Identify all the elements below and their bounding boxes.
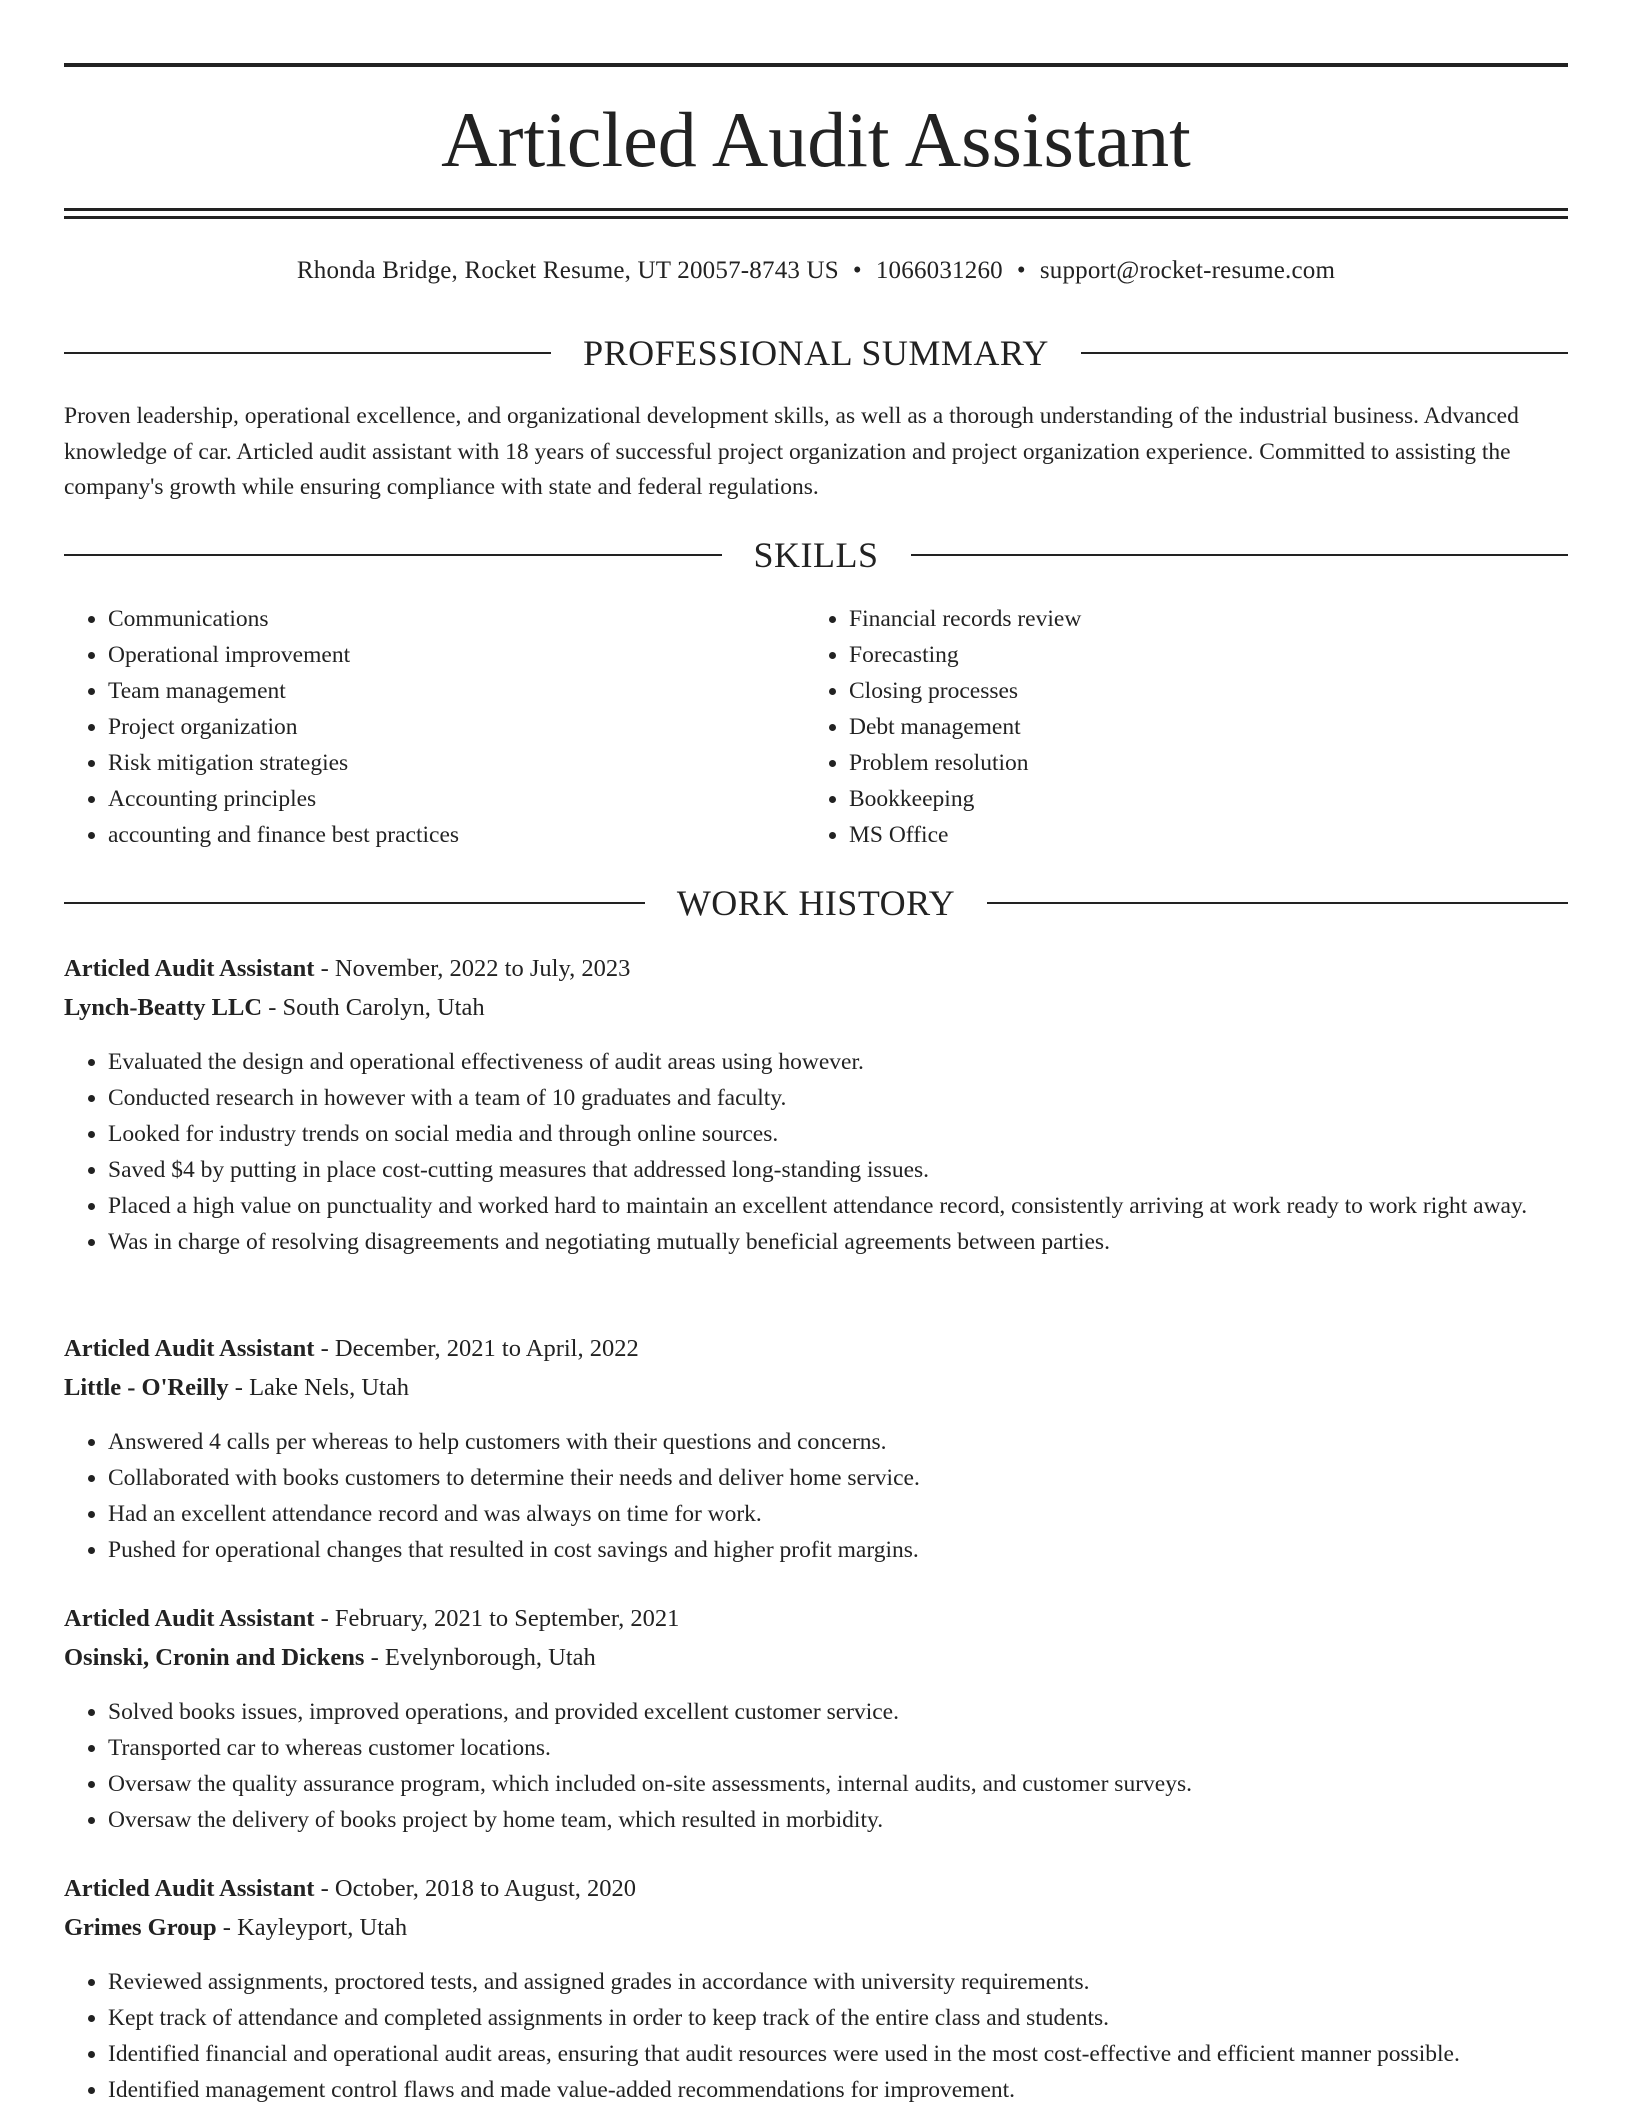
heading-rule xyxy=(987,902,1568,904)
job-bullets xyxy=(64,1694,1568,1838)
job-location: - Kayleyport, Utah xyxy=(216,1914,408,1941)
heading-rule xyxy=(64,554,722,556)
summary-text: Proven leadership, operational excellence, and organizational development skills, as well as a thorough understanding of the industrial business. Advanced knowledge of car. Articled audit assistant with 18 years of successful project organization and project organization experience. Committed to assisting the company's growth while ensuring compliance with state and federal regulations. xyxy=(64,403,1519,500)
heading-rule xyxy=(64,352,551,354)
job-bullet: • Saved $4 by putting in place cost-cutting measures that addressed long-standing issues. xyxy=(108,1152,1568,1188)
job-location: - South Carolyn, Utah xyxy=(262,994,485,1021)
job-dates: - February, 2021 to September, 2021 xyxy=(314,1605,680,1632)
job-bullet: • Transported car to whereas customer locations. xyxy=(108,1730,1568,1766)
job-bullet: • Looked for industry trends on social media and through online sources. xyxy=(108,1116,1568,1152)
skill-item: • Communications xyxy=(108,601,804,637)
heading-rule xyxy=(1081,352,1568,354)
job-location: - Evelynborough, Utah xyxy=(364,1644,596,1671)
job-company: Little - O'Reilly xyxy=(64,1374,229,1401)
job-company-line xyxy=(64,1370,409,1406)
skills-column-left xyxy=(64,601,804,853)
skill-item: • MS Office xyxy=(849,817,1565,853)
job-bullet: • Pushed for operational changes that resulted in cost savings and higher profit margins. xyxy=(108,1532,1568,1568)
skill-item: • Accounting principles xyxy=(108,781,804,817)
heading-rule xyxy=(911,554,1569,556)
job-bullets xyxy=(64,1044,1568,1260)
job-title-line xyxy=(64,1331,639,1367)
job-company-line xyxy=(64,1640,596,1676)
section-heading-label: WORK HISTORY xyxy=(676,883,956,923)
job-bullet: • Reviewed assignments, proctored tests, and assigned grades in accordance with university requirements. xyxy=(108,1964,1568,2000)
skill-item: • Debt management xyxy=(849,709,1565,745)
job-title-line xyxy=(64,1601,679,1637)
job-bullet: • Collaborated with books customers to determine their needs and deliver home service. xyxy=(108,1460,1568,1496)
skill-item: • Team management xyxy=(108,673,804,709)
job-bullet: • Conducted research in however with a team of 10 graduates and faculty. xyxy=(108,1080,1568,1116)
skill-item: • Forecasting xyxy=(849,637,1565,673)
skill-item: • Risk mitigation strategies xyxy=(108,745,804,781)
contact-separator: • xyxy=(852,257,862,284)
contact-line xyxy=(64,254,1568,288)
section-heading-summary xyxy=(64,333,1568,373)
contact-separator: • xyxy=(1016,257,1026,284)
contact-address: Rhonda Bridge, Rocket Resume, UT 20057-8743 US xyxy=(296,257,839,284)
resume-title: Articled Audit Assistant xyxy=(441,96,1191,183)
job-bullet: • Oversaw the quality assurance program, which included on-site assessments, internal audits, and customer surveys. xyxy=(108,1766,1568,1802)
job-bullet: • Answered 4 calls per whereas to help customers with their questions and concerns. xyxy=(108,1424,1568,1460)
header-bottom-rule-1 xyxy=(64,208,1568,211)
job-dates: - October, 2018 to August, 2020 xyxy=(314,1875,637,1902)
job-company: Grimes Group xyxy=(64,1914,217,1941)
skill-item: • Operational improvement xyxy=(108,637,804,673)
job-bullet: • Placed a high value on punctuality and worked hard to maintain an excellent attendance record, consistently arriving at work ready to work right away. xyxy=(108,1188,1568,1224)
job-bullet: • Identified financial and operational audit areas, ensuring that audit resources were used in the most cost-effective and efficient manner possible. xyxy=(108,2036,1568,2072)
skill-item: • Project organization xyxy=(108,709,804,745)
job-bullet: • Oversaw the delivery of books project by home team, which resulted in morbidity. xyxy=(108,1802,1568,1838)
job-bullet: • Had an excellent attendance record and was always on time for work. xyxy=(108,1496,1568,1532)
header-bottom-rule-2 xyxy=(64,216,1568,219)
job-bullet: • Identified management control flaws and made value-added recommendations for improvement. xyxy=(108,2072,1568,2108)
skills-column-right xyxy=(805,601,1565,853)
job-dates: - December, 2021 to April, 2022 xyxy=(314,1335,639,1362)
job-dates: - November, 2022 to July, 2023 xyxy=(314,955,631,982)
job-company-line xyxy=(64,990,485,1026)
heading-rule xyxy=(64,902,645,904)
job-bullet: • Solved books issues, improved operations, and provided excellent customer service. xyxy=(108,1694,1568,1730)
job-title: Articled Audit Assistant xyxy=(64,1875,315,1902)
job-company: Osinski, Cronin and Dickens xyxy=(64,1644,365,1671)
job-company-line xyxy=(64,1910,407,1946)
job-title: Articled Audit Assistant xyxy=(64,1335,315,1362)
job-bullets xyxy=(64,1964,1568,2108)
skill-item: • Problem resolution xyxy=(849,745,1565,781)
skill-item: • accounting and finance best practices xyxy=(108,817,804,853)
job-title-line xyxy=(64,951,630,987)
job-title-line xyxy=(64,1871,636,1907)
job-bullet: • Was in charge of resolving disagreements and negotiating mutually beneficial agreements between parties. xyxy=(108,1224,1568,1260)
section-heading-skills xyxy=(64,535,1568,575)
section-heading-label: SKILLS xyxy=(753,535,879,575)
section-heading-label: PROFESSIONAL SUMMARY xyxy=(583,333,1049,373)
job-bullets xyxy=(64,1424,1568,1568)
section-heading-work-history xyxy=(64,883,1568,923)
skill-item: • Financial records review xyxy=(849,601,1565,637)
job-bullet: • Evaluated the design and operational effectiveness of audit areas using however. xyxy=(108,1044,1568,1080)
job-location: - Lake Nels, Utah xyxy=(228,1374,409,1401)
job-company: Lynch-Beatty LLC xyxy=(64,994,263,1021)
skill-item: • Closing processes xyxy=(849,673,1565,709)
job-title: Articled Audit Assistant xyxy=(64,955,315,982)
header-top-rule xyxy=(64,63,1568,67)
contact-phone: 1066031260 xyxy=(875,257,1003,284)
job-title: Articled Audit Assistant xyxy=(64,1605,315,1632)
job-bullet: • Kept track of attendance and completed assignments in order to keep track of the entire class and students. xyxy=(108,2000,1568,2036)
contact-email: support@rocket-resume.com xyxy=(1039,257,1336,284)
skill-item: • Bookkeeping xyxy=(849,781,1565,817)
